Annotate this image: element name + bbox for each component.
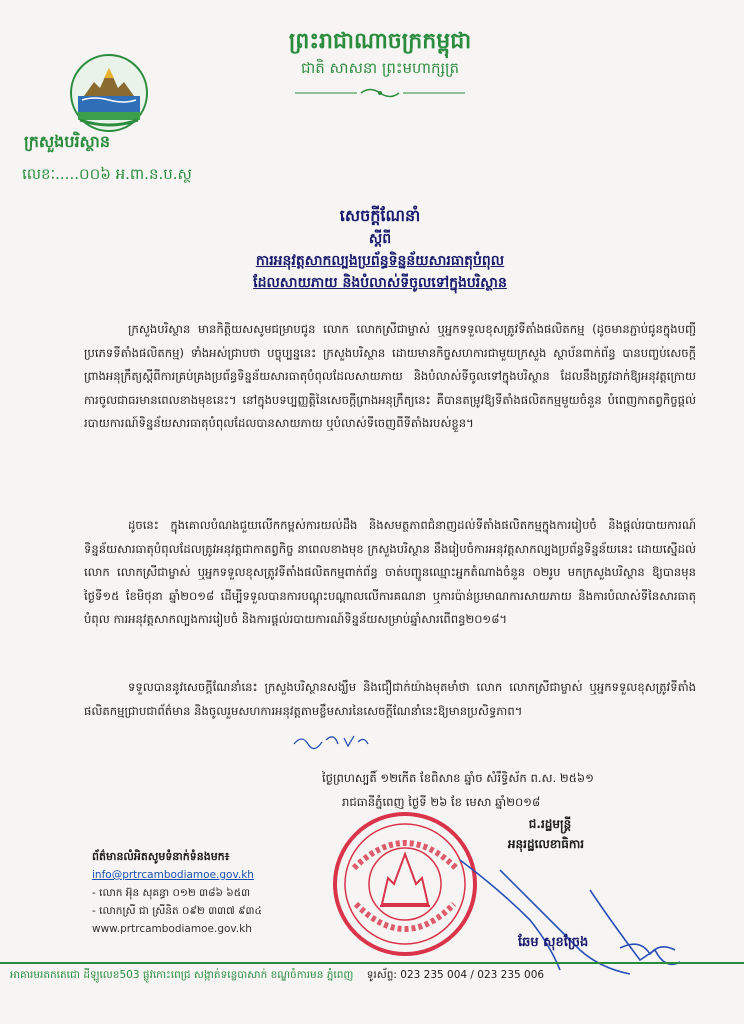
ministry-logo xyxy=(64,52,154,134)
handwritten-note xyxy=(290,730,370,752)
contact-person-2: - លោកស្រី ជា ស្រីនិត ០៩២ ៣៣៧ ៩៣៤ xyxy=(92,905,262,917)
body-paragraph-2: ដូចនេះ ក្នុងគោលបំណងជួយលើកកម្ពស់ការយល់ដឹង និងសមត្ថភាពជំនាញដល់ទីតាំងផលិតកម្មក្នុងការរៀបចំ និងផ្តល់របាយការណ៍ទិន្នន័យសារធាតុបំពុលដែលត្រូវអនុវត្តជាកាតព្វកិច្ច នាពេលខាងមុខ ក្រសួងបរិស្ថាន នឹងរៀបចំការអនុវត្តសាកល្បងប្រព័ន្ធទិន្នន័យនេះ ដោយស្នើដល់លោក លោកស្រីជាម្ចាស់ ឬអ្នកទទួលខុសត្រូវទីតាំងផលិតកម្មពាក់ព័ន្ធ ចាត់បញ្ជូនឈ្មោះអ្នកតំណាងចំនួន ០២រូប មកក្រសួងបរិស្ថាន ឱ្យបានមុនថ្ងៃទី១៥ ខែមិថុនា ឆ្នាំ២០១៨ ដើម្បីទទួលបានការបណ្តុះបណ្តាលលើការគណនា ឬការប៉ាន់ប្រមាណការសាយភាយ និងការបំលាស់ទីនៃសារធាតុបំពុល ការអនុវត្តសាកល្បងការរៀបចំ និងការផ្តល់របាយការណ៍ទិន្នន័យសម្រាប់ឆ្នាំសារពើពន្ធ២០១៨។ xyxy=(84,518,696,626)
title-line-2: ស្តីពី xyxy=(368,231,392,247)
contact-website[interactable]: www.prtrcambodiamoe.gov.kh xyxy=(92,923,252,935)
solar-date: រាជធានីភ្នំពេញ ថ្ងៃទី ២៦ ខែ មេសា ឆ្នាំ២០១៨ xyxy=(342,795,541,809)
ornament-divider xyxy=(295,86,465,100)
reference-number: លេខៈ.....០០៦ អ.ពា.ន.ប.ស្ថ xyxy=(22,165,192,183)
footer-divider xyxy=(0,962,744,964)
national-motto: ជាតិ សាសនា ព្រះមហាក្សត្រ xyxy=(300,59,460,77)
kingdom-heading: ព្រះរាជាណាចក្រកម្ពុជា xyxy=(288,29,472,54)
footer-phone: ទូរស័ព្ទ: 023 235 004 / 023 235 006 xyxy=(366,969,545,981)
contact-block xyxy=(92,848,332,938)
signer-name: ឆែម សុខច្រែង xyxy=(518,935,589,950)
footer xyxy=(10,966,710,984)
body-paragraph-3: ទទួលបាននូវសេចក្តីណែនាំនេះ ក្រសួងបរិស្ថានសង្ឃឹម និងជឿជាក់យ៉ាងមុតមាំថា លោក លោកស្រីជាម្ចាស់ ឬអ្នកទទួលខុសត្រូវទីតាំងផលិតកម្មជ្រាបជាព័ត៌មាន និងចូលរួមសហការអនុវត្តតាមខ្លឹមសារនៃសេចក្តីណែនាំនេះឱ្យមានប្រសិទ្ធភាព។ xyxy=(84,680,696,718)
contact-email[interactable]: info@prtrcambodiamoe.gov.kh xyxy=(92,869,254,881)
ministry-name: ក្រសួងបរិស្ថាន xyxy=(24,132,111,151)
document-title xyxy=(140,204,620,294)
handwritten-signature xyxy=(440,850,690,980)
lunar-date: ថ្ងៃព្រហស្បតិ៍ ១២កើត ខែពិសាខ ឆ្នាំច សំរឹទ្ធិស័ក ព.ស. ២៥៦១ xyxy=(322,771,594,785)
contact-person-1: - លោក អ៊ុន សុគន្ធា ០១២ ៣៨៦ ៦៥៣ xyxy=(92,887,251,899)
signatory-title: អនុរដ្ឋលេខាធិការ xyxy=(507,837,585,851)
title-line-4: ដែលសាយភាយ និងបំលាស់ទីចូលទៅក្នុងបរិស្ថាន xyxy=(253,275,507,291)
title-line-1: សេចក្តីណែនាំ xyxy=(339,206,421,225)
title-line-3: ការអនុវត្តសាកល្បងប្រព័ន្ធទិន្នន័យសារធាតុបំពុល xyxy=(255,253,505,269)
contact-heading: ព័ត៌មានលំអិតសូមទំនាក់ទំនងមក៖ xyxy=(92,850,230,863)
signatory-role: ជ.រដ្ឋមន្ត្រី xyxy=(528,817,572,831)
body-paragraph-1: ក្រសួងបរិស្ថាន មានកិត្តិយសសូមជម្រាបជូន លោក លោកស្រីជាម្ចាស់ ឬអ្នកទទួលខុសត្រូវទីតាំងផលិតកម្ម (ដូចមានភ្ជាប់ជូនក្នុងបញ្ជីប្រភេទទីតាំងផលិតកម្ម) ទាំងអស់ជ្រាបថា បច្ចុប្បន្ននេះ ក្រសួងបរិស្ថាន ដោយមានកិច្ចសហការជាមួយក្រសួង ស្ថាប័នពាក់ព័ន្ធ បានបញ្ចប់សេចក្តីព្រាងអនុក្រឹត្យស្តីពីការគ្រប់គ្រងប្រព័ន្ធទិន្នន័យសារធាតុបំពុលដែលសាយភាយ និងបំលាស់ទីចូលទៅក្នុងបរិស្ថាន ដែលនឹងត្រូវដាក់ឱ្យអនុវត្តក្រោយការចូលជាធរមានពេលខាងមុខនេះ។ នៅក្នុងបទប្បញ្ញត្តិនៃសេចក្តីព្រាងអនុក្រឹត្យនេះ គឺបានតម្រូវឱ្យទីតាំងផលិតកម្មមួយចំនួន បំពេញកាតព្វកិច្ចផ្តល់របាយការណ៍ទិន្នន័យសារធាតុបំពុលដែលបានសាយភាយ ឬបំលាស់ទីចេញពីទីតាំងរបស់ខ្លួន។ xyxy=(84,322,696,430)
footer-address: អាគារមរតកតេជោ ដីឡូលេខ503 ផ្លូវកោះពេជ្រ សង្កាត់ទន្លេបាសាក់ ខណ្ឌចំការមន ភ្នំពេញ xyxy=(10,969,354,981)
